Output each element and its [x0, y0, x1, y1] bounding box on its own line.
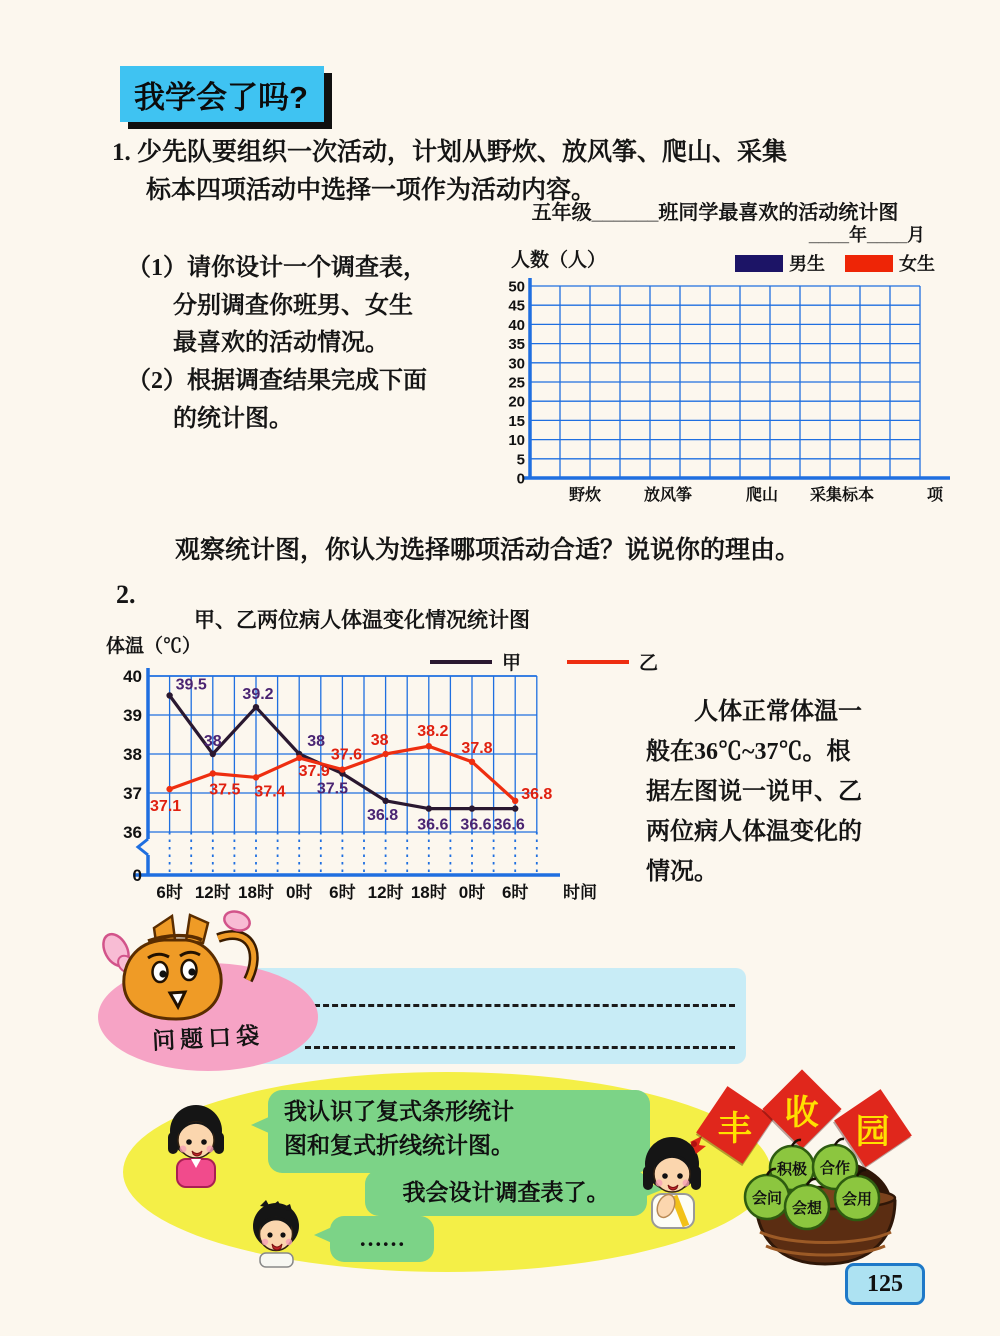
- girl2-character-icon: [628, 1130, 718, 1232]
- harvest-basket-icon: [738, 1136, 913, 1276]
- svg-text:37.4: 37.4: [254, 783, 286, 801]
- boys-legend-label: 男生: [789, 254, 825, 274]
- patient-b-legend-label: 乙: [639, 653, 659, 674]
- svg-text:25: 25: [508, 374, 525, 392]
- svg-text:38: 38: [123, 745, 142, 764]
- svg-text:12时: 12时: [194, 883, 231, 902]
- line-chart-ylabel: 体温（℃）: [106, 636, 202, 657]
- side-note-line: 情况。: [646, 859, 718, 885]
- problem1-sub1-line1: （1）请你设计一个调查表，: [127, 255, 427, 281]
- svg-text:30: 30: [508, 355, 525, 373]
- bar-chart-legend: [735, 250, 935, 276]
- problem1-sub2-line1: （2）根据调查结果完成下面: [127, 368, 427, 394]
- speech-bubble-1-line1: 我认识了复式条形统计: [284, 1099, 514, 1124]
- svg-text:36.6: 36.6: [417, 816, 449, 834]
- svg-text:积极: 积极: [776, 1161, 808, 1178]
- boys-girls-activity-bar-chart: [505, 276, 980, 516]
- svg-text:会用: 会用: [841, 1191, 873, 1208]
- speech-bubble-2: [365, 1170, 647, 1216]
- svg-text:放风筝: 放风筝: [643, 487, 693, 504]
- svg-text:40: 40: [508, 316, 525, 334]
- svg-text:37.6: 37.6: [330, 746, 362, 764]
- side-note-line: 人体正常体温一: [694, 699, 862, 725]
- svg-text:15: 15: [508, 412, 525, 430]
- svg-text:45: 45: [508, 297, 525, 315]
- girl-character-icon: [155, 1098, 237, 1190]
- boy-character-icon: [240, 1198, 312, 1268]
- problem1-text1: 少先队要组织一次活动，计划从野炊、放风筝、爬山、采集: [137, 139, 788, 166]
- svg-text:0: 0: [516, 470, 525, 488]
- svg-text:38.2: 38.2: [417, 723, 449, 741]
- svg-text:36.6: 36.6: [493, 816, 525, 834]
- side-note-line: 两位病人体温变化的: [646, 819, 862, 845]
- svg-text:10: 10: [508, 432, 525, 450]
- line-chart-title: 甲、乙两位病人体温变化情况统计图: [194, 609, 530, 632]
- problem1-observe-text: 观察统计图，你认为选择哪项活动合适？说说你的理由。: [175, 537, 801, 564]
- temperature-line-chart: [95, 663, 695, 915]
- svg-text:38: 38: [370, 732, 389, 749]
- boys-legend-swatch: [735, 255, 783, 272]
- harvest-sign-1-char: 丰: [718, 1109, 752, 1148]
- page-number: 125: [867, 1270, 903, 1297]
- svg-text:项: 项: [926, 487, 944, 504]
- svg-text:37.9: 37.9: [298, 762, 330, 780]
- svg-text:38: 38: [307, 733, 325, 750]
- girls-legend-label: 女生: [899, 254, 935, 274]
- section-title: [120, 66, 324, 122]
- svg-text:6时: 6时: [329, 883, 356, 902]
- speech-bubble-1: [268, 1090, 650, 1173]
- question-pocket-label: 问题口袋: [151, 1022, 265, 1054]
- svg-text:0: 0: [132, 866, 142, 885]
- svg-text:36.8: 36.8: [521, 785, 553, 803]
- svg-text:18时: 18时: [410, 883, 447, 902]
- svg-text:爬山: 爬山: [745, 487, 779, 504]
- problem1-sub2-line2: 的统计图。: [173, 406, 293, 432]
- svg-text:37.1: 37.1: [150, 798, 182, 816]
- svg-text:40: 40: [123, 667, 142, 686]
- problem1-sub1-line2: 分别调查你班男、女生: [173, 293, 413, 319]
- svg-text:20: 20: [508, 393, 525, 411]
- svg-text:采集标本: 采集标本: [809, 487, 875, 504]
- svg-text:合作: 合作: [819, 1160, 851, 1177]
- svg-text:野炊: 野炊: [568, 487, 602, 504]
- svg-text:会想: 会想: [791, 1200, 823, 1217]
- svg-text:12时: 12时: [367, 883, 404, 902]
- svg-text:50: 50: [508, 278, 525, 296]
- speech-bubble-3: [330, 1216, 434, 1262]
- svg-text:时间: 时间: [563, 883, 597, 902]
- svg-text:5: 5: [516, 451, 525, 469]
- svg-text:36.8: 36.8: [367, 806, 399, 824]
- svg-text:0时: 0时: [285, 883, 313, 902]
- svg-text:37.5: 37.5: [316, 780, 348, 798]
- pocket-mascot-icon: [90, 908, 280, 1023]
- bar-chart-ylabel: 人数（人）: [511, 250, 607, 271]
- answer-dashed-line: [305, 1004, 735, 1007]
- side-note-line: 般在36℃~37℃。根: [646, 739, 851, 765]
- side-note-line: 据左图说一说甲、乙: [646, 779, 862, 805]
- harvest-sign-2-char: 收: [785, 1093, 819, 1132]
- svg-text:18时: 18时: [238, 883, 274, 902]
- svg-text:37.5: 37.5: [209, 781, 241, 799]
- svg-text:6时: 6时: [156, 883, 183, 902]
- problem1-line2: 标本四项活动中选择一项作为活动内容。: [146, 177, 597, 204]
- patient-a-legend-label: 甲: [502, 653, 522, 674]
- problem1-number: 1.: [112, 139, 131, 166]
- svg-text:37: 37: [123, 784, 142, 803]
- svg-text:6时: 6时: [501, 883, 529, 902]
- problem1-line1: [112, 132, 787, 168]
- page-number-badge: [845, 1263, 925, 1305]
- section-title-text: 我学会了吗?: [134, 80, 308, 115]
- harvest-sign-3-char: 园: [856, 1112, 890, 1151]
- svg-text:38: 38: [203, 733, 222, 750]
- bar-chart-title: 五年级______班同学最喜欢的活动统计图: [531, 202, 899, 224]
- girls-legend-swatch: [845, 255, 893, 272]
- svg-text:会问: 会问: [751, 1190, 783, 1207]
- speech-bubble-3-text: ……: [359, 1226, 405, 1251]
- svg-text:35: 35: [508, 336, 525, 354]
- svg-text:39: 39: [123, 706, 142, 725]
- problem1-sub1-line3: 最喜欢的活动情况。: [173, 330, 389, 356]
- svg-text:37.8: 37.8: [461, 739, 493, 757]
- svg-text:39.2: 39.2: [242, 686, 274, 704]
- svg-text:0时: 0时: [458, 883, 486, 902]
- bar-chart-date-line: ____年____月: [808, 225, 925, 245]
- svg-text:36: 36: [123, 823, 142, 842]
- problem2-number: 2.: [116, 580, 136, 609]
- svg-text:39.5: 39.5: [175, 676, 207, 694]
- speech-bubble-1-line2: 图和复式折线统计图。: [284, 1133, 514, 1158]
- problem2-side-note: [646, 692, 986, 892]
- speech-bubble-2-text: 我会设计调查表了。: [402, 1180, 610, 1205]
- svg-text:36.6: 36.6: [460, 816, 492, 834]
- answer-dashed-line: [305, 1046, 735, 1049]
